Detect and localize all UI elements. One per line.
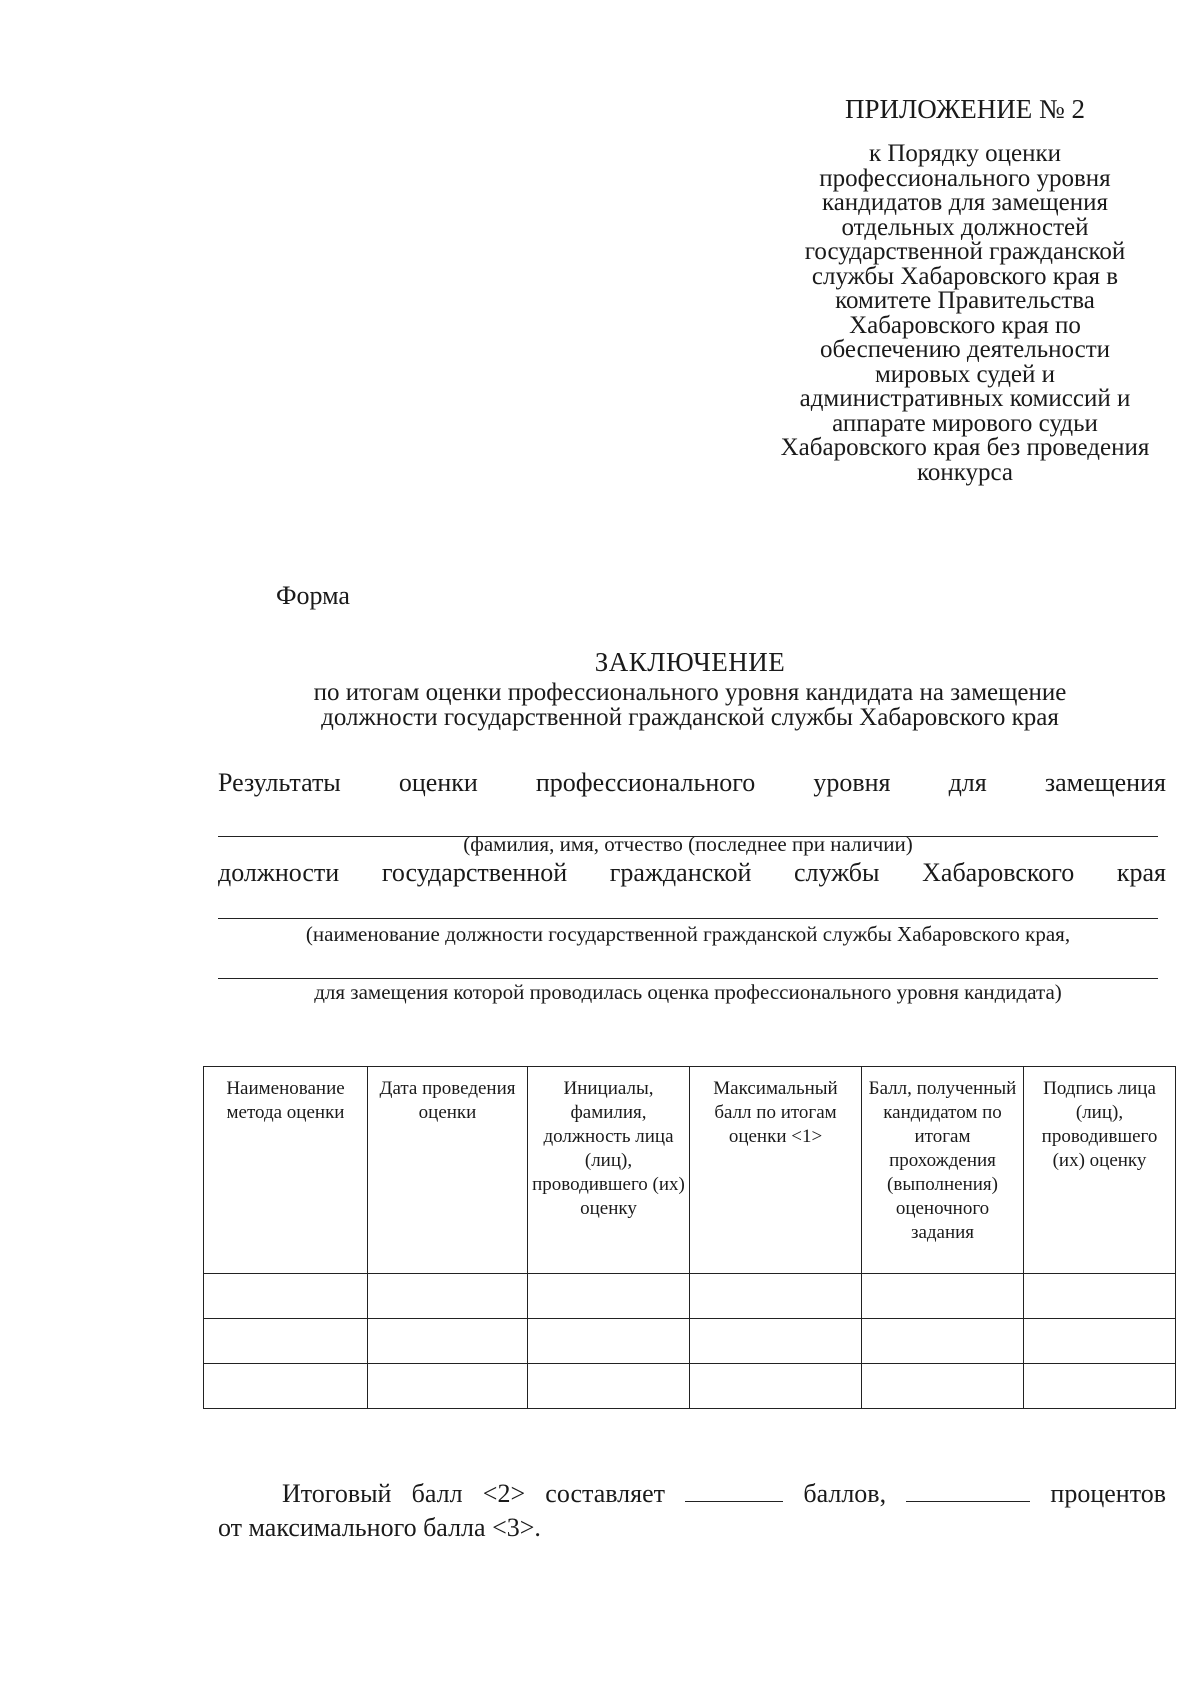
results-word: должности [218,858,340,887]
table-cell[interactable] [528,1364,690,1409]
percent-unit: процентов [1050,1479,1166,1508]
appendix-line: отдельных должностей [841,213,1089,241]
results-line-1 [218,768,1166,798]
results-word: для [948,768,987,797]
position-field-2[interactable] [218,978,1158,979]
column-header-signature: Подпись лица (лиц), проводившего (их) оценку [1024,1067,1176,1274]
appendix-line: профессионального уровня [819,164,1111,192]
table-cell[interactable] [528,1319,690,1364]
appendix-line: административных комиссий и [799,385,1131,412]
column-header-candidate-score: Балл, полученный кандидатом по итогам прохождения (выполнения) оценочного задания [862,1067,1024,1274]
subtitle-line: должности государственной гражданской службы Хабаровского края [321,704,1059,731]
appendix-line: комитете Правительства [835,287,1095,314]
appendix-line: службы Хабаровского края в [811,262,1119,290]
table-cell[interactable] [204,1319,368,1364]
results-word: государственной [381,858,568,887]
column-header-method: Наименование метода оценки [204,1067,368,1274]
table-cell[interactable] [1024,1274,1176,1319]
evaluation-table [203,1066,1176,1409]
table-cell[interactable] [1024,1364,1176,1409]
position-caption-1: (наименование должности государственной гражданской службы Хабаровского края, [305,922,1071,946]
form-label: Форма [276,581,350,610]
subtitle-line: по итогам оценки профессионального уровня кандидата на замещение [313,679,1067,706]
table-row [204,1274,1176,1319]
appendix-block [760,92,1170,485]
candidate-name-caption: (фамилия, имя, отчество (последнее при наличии) [463,832,913,856]
table-header-row [204,1067,1176,1274]
results-line-2 [218,858,1166,888]
table-cell[interactable] [368,1319,528,1364]
appendix-line: к Порядку оценки [868,140,1062,167]
percent-blank-field[interactable] [906,1479,1030,1502]
points-blank-field[interactable] [685,1479,783,1502]
results-word: гражданской [609,858,752,887]
results-word: оценки [398,768,478,797]
results-word: Результаты [218,768,341,797]
column-header-evaluator: Инициалы, фамилия, должность лица (лиц), проводившего (их) оценку [528,1067,690,1274]
final-word: составляет [545,1479,665,1508]
table-row [204,1364,1176,1409]
appendix-line: Хабаровского края без проведения [780,434,1150,461]
column-header-max-score: Максимальный балл по итогам оценки <1> [690,1067,862,1274]
results-word: Хабаровского [922,858,1075,887]
table-cell[interactable] [204,1364,368,1409]
appendix-line: обеспечению деятельности [819,336,1111,363]
table-cell[interactable] [690,1364,862,1409]
table-cell[interactable] [368,1364,528,1409]
document-title: ЗАКЛЮЧЕНИЕ [594,647,786,677]
table-cell[interactable] [204,1274,368,1319]
appendix-line: мировых судей и [874,360,1056,388]
appendix-text [760,142,1170,485]
table-cell[interactable] [862,1364,1024,1409]
position-caption-2: для замещения которой проводилась оценка профессионального уровня кандидата) [314,980,1062,1004]
results-word: замещения [1044,768,1166,797]
points-unit: баллов, [803,1479,887,1508]
results-word: службы [794,858,880,887]
table-cell[interactable] [690,1319,862,1364]
final-word: балл [411,1479,463,1508]
table-row [204,1319,1176,1364]
appendix-line: конкурса [916,458,1014,486]
column-header-date: Дата проведения оценки [368,1067,528,1274]
final-score-line [282,1478,1166,1510]
appendix-line: Хабаровского края по [849,311,1081,339]
results-word: уровня [813,768,891,797]
appendix-title: ПРИЛОЖЕНИЕ № 2 [844,94,1086,124]
document-subtitle [200,680,1180,730]
final-score-line-2: от максимального балла <3>. [218,1513,541,1542]
table-cell[interactable] [528,1274,690,1319]
final-word: Итоговый [282,1479,392,1508]
appendix-line: аппарате мирового судьи [832,409,1098,437]
appendix-line: государственной гражданской [804,238,1126,265]
final-word: <2> [482,1479,526,1508]
position-field-1[interactable] [218,918,1158,919]
table-cell[interactable] [862,1274,1024,1319]
results-word: края [1116,858,1166,887]
table-cell[interactable] [1024,1319,1176,1364]
table-cell[interactable] [690,1274,862,1319]
results-word: профессионального [535,768,756,797]
table-cell[interactable] [368,1274,528,1319]
appendix-line: кандидатов для замещения [821,189,1109,216]
table-cell[interactable] [862,1319,1024,1364]
